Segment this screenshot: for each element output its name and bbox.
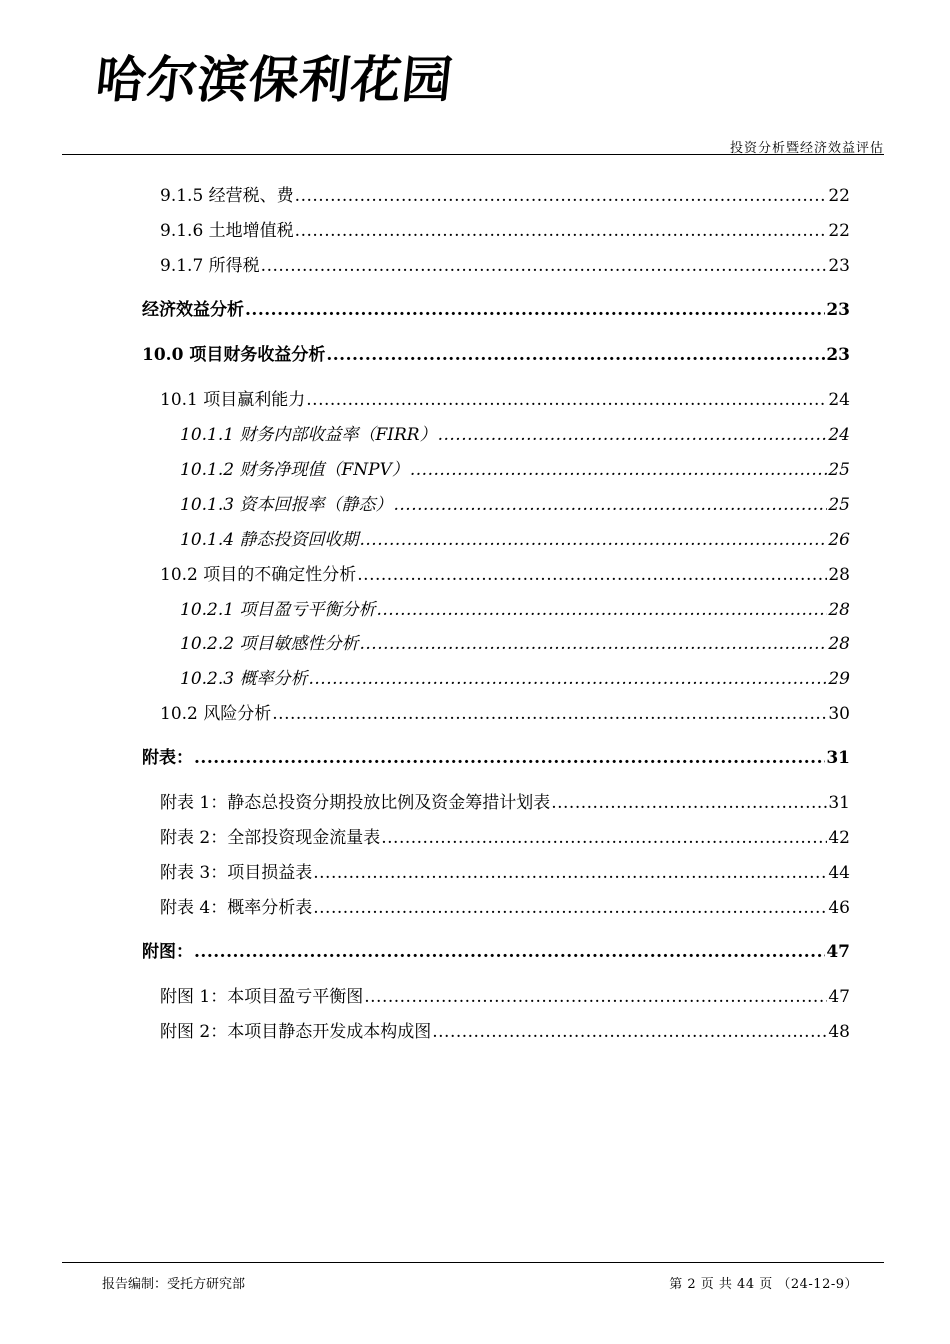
toc-entry-page: 47 (826, 942, 850, 962)
toc-leader (313, 897, 827, 919)
toc-leader (551, 792, 827, 814)
toc-entry-page: 28 (828, 600, 850, 620)
toc-entry-page: 24 (828, 390, 850, 410)
toc-entry-page: 30 (828, 704, 850, 724)
toc-leader (313, 862, 827, 884)
toc-entry[interactable] (160, 984, 850, 1008)
toc-entry[interactable] (180, 666, 850, 690)
toc-entry-title: 附图 1：本项目盈亏平衡图 (160, 987, 364, 1007)
toc-leader (376, 599, 827, 621)
toc-entry-title: 10.2.1 项目盈亏平衡分析 (180, 600, 376, 620)
toc-entry-title: 附图： (142, 942, 193, 962)
toc-entry-page: 22 (828, 221, 850, 241)
toc-entry-page: 23 (826, 300, 850, 320)
toc-entry-page: 23 (826, 345, 850, 365)
toc-entry-page: 47 (828, 987, 850, 1007)
toc-entry-title: 附图 2：本项目静态开发成本构成图 (160, 1022, 432, 1042)
toc-leader (306, 389, 827, 411)
toc-entry-page: 42 (828, 828, 850, 848)
toc-entry[interactable] (180, 422, 850, 446)
toc-leader (359, 633, 827, 655)
toc-entry-title: 10.1.3 资本回报率（静态） (180, 495, 393, 515)
toc-entry-page: 24 (828, 425, 850, 445)
toc-leader (381, 827, 827, 849)
toc-entry-title: 9.1.6 土地增值税 (160, 221, 294, 241)
toc-entry[interactable] (180, 527, 850, 551)
toc-leader (326, 344, 825, 366)
toc-entry-title: 附表 1：静态总投资分期投放比例及资金筹措计划表 (160, 793, 551, 813)
toc-entry-title: 10.1 项目赢利能力 (160, 390, 306, 410)
toc-entry[interactable] (160, 562, 850, 586)
toc-entry-title: 附表： (142, 748, 193, 768)
toc-entry-title: 附表 3：项目损益表 (160, 863, 313, 883)
toc-leader (359, 529, 827, 551)
toc-entry-title: 9.1.7 所得税 (160, 256, 260, 276)
toc-entry-page: 28 (828, 565, 850, 585)
toc-entry[interactable] (160, 1019, 850, 1043)
toc-entry-title: 9.1.5 经营税、费 (160, 186, 294, 206)
toc-entry-title: 10.2.3 概率分析 (180, 669, 308, 689)
toc-entry-page: 48 (828, 1022, 850, 1042)
toc-leader (295, 185, 828, 207)
toc-entry-title: 10.1.4 静态投资回收期 (180, 530, 359, 550)
toc-entry-page: 22 (828, 186, 850, 206)
toc-entry-title: 附表 2：全部投资现金流量表 (160, 828, 381, 848)
toc-entry[interactable] (160, 895, 850, 919)
toc-entry[interactable] (160, 218, 850, 242)
toc-leader (393, 494, 827, 516)
toc-entry-page: 28 (828, 634, 850, 654)
toc-entry[interactable] (160, 387, 850, 411)
toc-leader (261, 255, 828, 277)
toc-entry-title: 10.2 项目的不确定性分析 (160, 565, 357, 585)
footer-page-info: 第 2 页 共 44 页 （24-12-9） (669, 1277, 858, 1292)
toc-entry[interactable] (180, 631, 850, 655)
toc-entry[interactable] (142, 297, 850, 321)
toc-leader (438, 424, 828, 446)
toc-entry-title: 10.2 风险分析 (160, 704, 272, 724)
header-rule (62, 154, 884, 155)
toc-leader (295, 220, 828, 242)
toc-entry-title: 附表 4：概率分析表 (160, 898, 313, 918)
toc-leader (245, 299, 825, 321)
toc-leader (432, 1021, 827, 1043)
toc-entry[interactable] (180, 597, 850, 621)
footer-author: 报告编制：受托方研究部 (102, 1277, 246, 1292)
toc-entry[interactable] (180, 457, 850, 481)
toc-leader (194, 747, 825, 769)
toc-entry-page: 25 (828, 495, 850, 515)
toc-entry-title: 10.2.2 项目敏感性分析 (180, 634, 359, 654)
toc-entry-title: 10.1.2 财务净现值（FNPV） (180, 460, 409, 480)
toc-entry[interactable] (160, 860, 850, 884)
toc-entry-page: 31 (826, 748, 850, 768)
toc-leader (364, 986, 827, 1008)
toc-leader (357, 564, 827, 586)
toc-entry[interactable] (160, 253, 850, 277)
toc-entry-page: 25 (828, 460, 850, 480)
toc-leader (272, 703, 827, 725)
footer-rule (62, 1262, 884, 1263)
toc-entry[interactable] (142, 939, 850, 963)
toc-entry-title: 10.0 项目财务收益分析 (142, 345, 326, 365)
toc-entry-page: 46 (828, 898, 850, 918)
toc-entry-page: 23 (828, 256, 850, 276)
header-title: 投资分析暨经济效益评估 (729, 141, 884, 156)
toc-leader (308, 668, 827, 690)
toc-leader (410, 459, 827, 481)
toc-entry[interactable] (160, 701, 850, 725)
toc-entry[interactable] (180, 492, 850, 516)
toc-entry[interactable] (142, 745, 850, 769)
toc-entry-title: 10.1.1 财务内部收益率（FIRR） (180, 425, 437, 445)
logo-title: 哈尔滨保利花园 (92, 51, 457, 109)
toc-entry-page: 29 (828, 669, 850, 689)
toc-entry-page: 44 (828, 863, 850, 883)
toc-entry-title: 经济效益分析 (142, 300, 244, 320)
toc-entry[interactable] (160, 790, 850, 814)
toc-entry[interactable] (160, 183, 850, 207)
toc-entry-page: 31 (828, 793, 850, 813)
toc-entry-page: 26 (828, 530, 850, 550)
toc-entry[interactable] (160, 825, 850, 849)
toc-leader (194, 941, 825, 963)
toc-entry[interactable] (142, 342, 850, 366)
